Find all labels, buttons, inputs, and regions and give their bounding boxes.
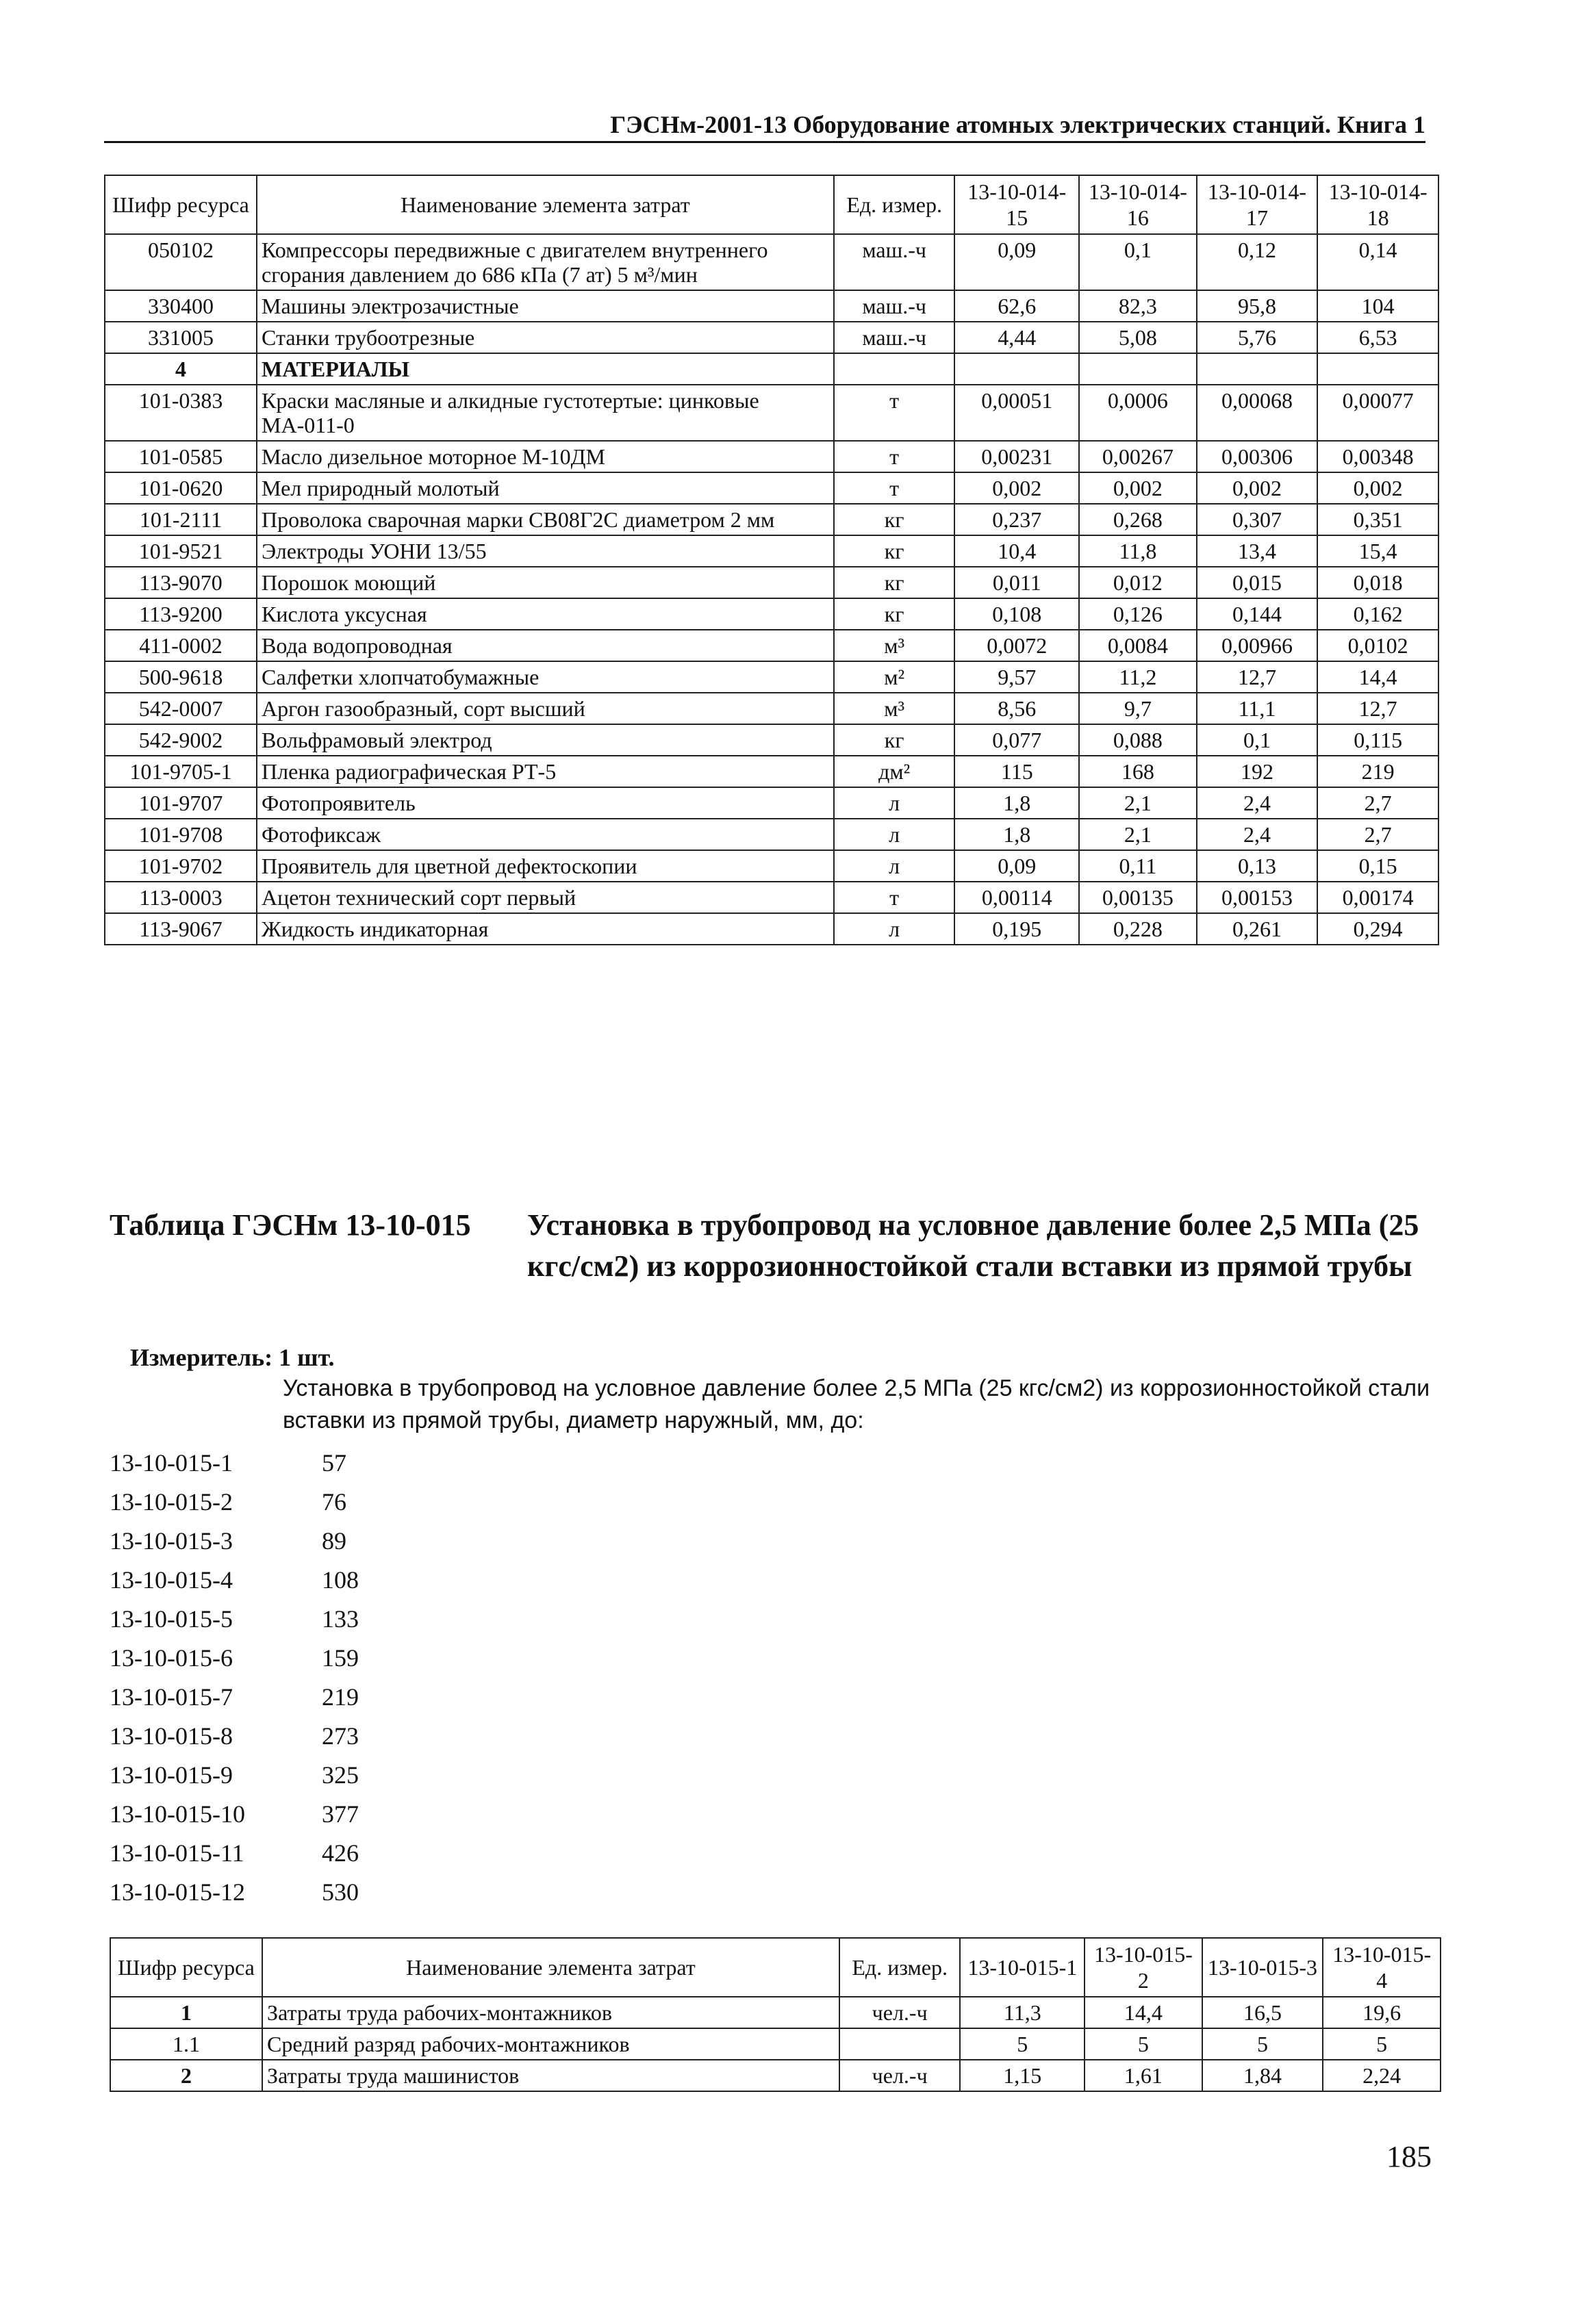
variant-code: 13-10-015-10: [110, 1800, 245, 1828]
variant-code: 13-10-015-8: [110, 1722, 233, 1750]
cell-unit: кг: [834, 567, 955, 598]
cell-unit: чел.-ч: [839, 2060, 961, 2091]
cell-v4: 2,24: [1323, 2060, 1441, 2091]
cell-unit: л: [834, 819, 955, 850]
cell-name: Мел природный молотый: [257, 472, 834, 504]
variant-code: 13-10-015-6: [110, 1644, 233, 1672]
cell-v1: 0,00051: [954, 385, 1079, 441]
cell-v1: 0,00231: [954, 441, 1079, 472]
cell-unit: л: [834, 850, 955, 882]
cell-v1: 0,077: [954, 724, 1079, 756]
cell-v1: 5: [960, 2028, 1085, 2060]
table-row: [105, 472, 1438, 504]
column-header: 13-10-015-4: [1323, 1938, 1441, 1997]
table-title: Установка в трубопровод на условное давление более 2,5 МПа (25 кгс/см2) из коррозионностойкой стали вставки из прямой трубы: [527, 1208, 1419, 1283]
cell-v4: 0,14: [1317, 234, 1438, 290]
cell-v4: 0,002: [1317, 472, 1438, 504]
cell-name: Компрессоры передвижные с двигателем внутреннего сгорания давлением до 686 кПа (7 ат) 5 м³/мин: [257, 234, 834, 290]
table-row: [105, 567, 1438, 598]
cell-unit: м³: [834, 630, 955, 661]
variant-diameter: 159: [322, 1644, 359, 1672]
cell-name: Аргон газообразный, сорт высший: [257, 693, 834, 724]
cell-v2: 0,00267: [1079, 441, 1197, 472]
cell-code: 2: [110, 2060, 262, 2091]
cell-v4: 0,00348: [1317, 441, 1438, 472]
cell-name: Пленка радиографическая РТ-5: [257, 756, 834, 787]
table-row: [110, 2028, 1441, 2060]
cell-v3: 0,1: [1197, 724, 1318, 756]
cell-v3: 5: [1202, 2028, 1323, 2060]
variant-item: [110, 1872, 359, 1911]
cell-v1: 115: [954, 756, 1079, 787]
cell-v1: 1,8: [954, 787, 1079, 819]
cell-v2: 82,3: [1079, 290, 1197, 322]
variant-item: [110, 1560, 359, 1599]
table-row: [105, 693, 1438, 724]
variant-item: [110, 1443, 359, 1482]
cell-code: 101-0585: [105, 441, 257, 472]
cell-v2: 1,61: [1085, 2060, 1202, 2091]
column-header: 13-10-014-15: [954, 175, 1079, 234]
cell-unit: л: [834, 913, 955, 945]
variant-item: [110, 1599, 359, 1638]
cell-unit: т: [834, 882, 955, 913]
cell-code: 542-0007: [105, 693, 257, 724]
variant-item: [110, 1794, 359, 1833]
variant-code: 13-10-015-12: [110, 1878, 245, 1906]
column-header: Шифр ресурса: [110, 1938, 262, 1997]
cell-v4: 5: [1323, 2028, 1441, 2060]
column-header: Ед. измер.: [839, 1938, 961, 1997]
cell-v3: 0,00068: [1197, 385, 1318, 441]
cell-v1: 0,00114: [954, 882, 1079, 913]
table-row: [105, 756, 1438, 787]
variant-code: 13-10-015-9: [110, 1761, 233, 1789]
cell-v3: 5,76: [1197, 322, 1318, 353]
cell-v2: 0,0084: [1079, 630, 1197, 661]
cell-v1: 10,4: [954, 535, 1079, 567]
cell-unit: дм²: [834, 756, 955, 787]
table-row: [110, 1997, 1441, 2028]
cell-v1: 1,15: [960, 2060, 1085, 2091]
running-header: ГЭСНм-2001-13 Оборудование атомных электрических станций. Книга 1: [104, 110, 1425, 143]
cell-code: 050102: [105, 234, 257, 290]
column-header: Шифр ресурса: [105, 175, 257, 234]
variant-diameter: 377: [322, 1800, 359, 1828]
cell-unit: кг: [834, 598, 955, 630]
cell-v3: 11,1: [1197, 693, 1318, 724]
cell-name: Кислота уксусная: [257, 598, 834, 630]
cell-name: МАТЕРИАЛЫ: [257, 353, 834, 385]
cell-code: 331005: [105, 322, 257, 353]
cell-v2: 5,08: [1079, 322, 1197, 353]
cell-v1: 0,237: [954, 504, 1079, 535]
cell-v3: 0,00966: [1197, 630, 1318, 661]
variant-item: [110, 1677, 359, 1716]
cell-code: 101-9707: [105, 787, 257, 819]
cell-name: Ацетон технический сорт первый: [257, 882, 834, 913]
cell-v3: 0,00153: [1197, 882, 1318, 913]
cell-v4: 219: [1317, 756, 1438, 787]
table-row: [105, 598, 1438, 630]
variant-code: 13-10-015-3: [110, 1527, 233, 1555]
cell-v1: 8,56: [954, 693, 1079, 724]
cell-unit: кг: [834, 504, 955, 535]
cell-name: Электроды УОНИ 13/55: [257, 535, 834, 567]
cell-v1: 1,8: [954, 819, 1079, 850]
cell-code: 1: [110, 1997, 262, 2028]
cell-v2: 2,1: [1079, 819, 1197, 850]
table-body: [110, 1997, 1441, 2091]
cell-name: Краски масляные и алкидные густотертые: цинковые МА-011-0: [257, 385, 834, 441]
column-header: 13-10-014-16: [1079, 175, 1197, 234]
cell-name: Фотопроявитель: [257, 787, 834, 819]
cell-name: Вольфрамовый электрод: [257, 724, 834, 756]
table-heading: [110, 1205, 1451, 1287]
cell-v4: 14,4: [1317, 661, 1438, 693]
table-row: [105, 661, 1438, 693]
measure-unit: Измеритель: 1 шт.: [130, 1344, 335, 1371]
cell-v2: 11,8: [1079, 535, 1197, 567]
cell-v3: 0,144: [1197, 598, 1318, 630]
cell-name: Машины электрозачистные: [257, 290, 834, 322]
cell-v1: 0,195: [954, 913, 1079, 945]
table-label: Таблица ГЭСНм 13-10-015: [110, 1208, 471, 1242]
variant-item: [110, 1521, 359, 1560]
cell-v1: 0,09: [954, 234, 1079, 290]
cell-v2: 0,126: [1079, 598, 1197, 630]
column-header: 13-10-015-1: [960, 1938, 1085, 1997]
cell-v2: 0,11: [1079, 850, 1197, 882]
cell-name: Фотофиксаж: [257, 819, 834, 850]
cell-code: 101-9708: [105, 819, 257, 850]
cell-code: 113-0003: [105, 882, 257, 913]
cell-v3: 1,84: [1202, 2060, 1323, 2091]
cell-name: Проявитель для цветной дефектоскопии: [257, 850, 834, 882]
cell-v1: 0,002: [954, 472, 1079, 504]
cell-code: 542-9002: [105, 724, 257, 756]
cell-v3: 13,4: [1197, 535, 1318, 567]
cell-unit: т: [834, 441, 955, 472]
column-header: 13-10-014-18: [1317, 175, 1438, 234]
table-row: [105, 322, 1438, 353]
variant-diameter: 530: [322, 1878, 359, 1906]
resource-table-014: [104, 175, 1439, 945]
cell-v2: 0,1: [1079, 234, 1197, 290]
table-row: [105, 819, 1438, 850]
table-row: [105, 724, 1438, 756]
cell-v4: 0,00077: [1317, 385, 1438, 441]
table-row: [105, 787, 1438, 819]
cell-unit: т: [834, 472, 955, 504]
cell-unit: кг: [834, 535, 955, 567]
variant-diameter: 76: [322, 1487, 346, 1516]
cell-v4: 19,6: [1323, 1997, 1441, 2028]
cell-v3: 95,8: [1197, 290, 1318, 322]
work-description: Установка в трубопровод на условное давление более 2,5 МПа (25 кгс/см2) из коррозионностойкой стали вставки из прямой трубы, диаметр наружный, мм, до:: [283, 1375, 1430, 1433]
variant-diameter: 108: [322, 1566, 359, 1594]
cell-v2: 0,00135: [1079, 882, 1197, 913]
cell-v3: 0,12: [1197, 234, 1318, 290]
variant-item: [110, 1755, 359, 1794]
cell-code: 113-9070: [105, 567, 257, 598]
cell-v2: 9,7: [1079, 693, 1197, 724]
cell-code: 101-9521: [105, 535, 257, 567]
cell-v4: 0,294: [1317, 913, 1438, 945]
variant-diameter: 57: [322, 1448, 346, 1477]
cell-code: 1.1: [110, 2028, 262, 2060]
cell-v1: 9,57: [954, 661, 1079, 693]
cell-unit: чел.-ч: [839, 1997, 961, 2028]
variant-item: [110, 1716, 359, 1755]
cell-unit: [839, 2028, 961, 2060]
cell-v4: 12,7: [1317, 693, 1438, 724]
cell-code: 101-0620: [105, 472, 257, 504]
cell-v3: 2,4: [1197, 787, 1318, 819]
variant-code: 13-10-015-2: [110, 1487, 233, 1516]
cell-v4: 0,0102: [1317, 630, 1438, 661]
table-row: [105, 882, 1438, 913]
cell-name: Средний разряд рабочих-монтажников: [262, 2028, 839, 2060]
table-row: [105, 913, 1438, 945]
cell-v3: 0,00306: [1197, 441, 1318, 472]
cell-v2: 14,4: [1085, 1997, 1202, 2028]
cell-unit: маш.-ч: [834, 290, 955, 322]
cell-v2: 0,012: [1079, 567, 1197, 598]
cell-v4: 15,4: [1317, 535, 1438, 567]
table-row: [105, 535, 1438, 567]
variant-item: [110, 1638, 359, 1677]
cell-code: 330400: [105, 290, 257, 322]
cell-unit: маш.-ч: [834, 234, 955, 290]
cell-unit: т: [834, 385, 955, 441]
cell-v2: 168: [1079, 756, 1197, 787]
cell-v2: 2,1: [1079, 787, 1197, 819]
variant-diameter: 273: [322, 1722, 359, 1750]
variant-diameter: 426: [322, 1839, 359, 1867]
cell-v1: [954, 353, 1079, 385]
cell-name: Жидкость индикаторная: [257, 913, 834, 945]
cell-name: Проволока сварочная марки СВ08Г2С диаметром 2 мм: [257, 504, 834, 535]
variant-item: [110, 1833, 359, 1872]
variant-code: 13-10-015-11: [110, 1839, 244, 1867]
page-number: 185: [1386, 2140, 1432, 2173]
cell-v3: 2,4: [1197, 819, 1318, 850]
cell-v2: 0,002: [1079, 472, 1197, 504]
cell-code: 101-0383: [105, 385, 257, 441]
cell-v3: 0,002: [1197, 472, 1318, 504]
cell-unit: м²: [834, 661, 955, 693]
cell-v4: 0,00174: [1317, 882, 1438, 913]
cell-v4: 0,351: [1317, 504, 1438, 535]
cell-name: Порошок моющий: [257, 567, 834, 598]
variant-diameter: 133: [322, 1605, 359, 1633]
cell-v1: 11,3: [960, 1997, 1085, 2028]
cell-code: 113-9200: [105, 598, 257, 630]
table-row: [105, 353, 1438, 385]
cell-v2: 0,228: [1079, 913, 1197, 945]
cell-v3: 0,015: [1197, 567, 1318, 598]
variant-diameter: 219: [322, 1683, 359, 1711]
cell-name: Затраты труда рабочих-монтажников: [262, 1997, 839, 2028]
cell-code: 101-9702: [105, 850, 257, 882]
variant-code: 13-10-015-5: [110, 1605, 233, 1633]
cell-code: 113-9067: [105, 913, 257, 945]
cell-v4: 2,7: [1317, 819, 1438, 850]
cell-v4: 0,115: [1317, 724, 1438, 756]
cell-v1: 4,44: [954, 322, 1079, 353]
column-header: 13-10-014-17: [1197, 175, 1318, 234]
cell-v3: 0,307: [1197, 504, 1318, 535]
cell-name: Затраты труда машинистов: [262, 2060, 839, 2091]
cell-unit: м³: [834, 693, 955, 724]
cell-name: Вода водопроводная: [257, 630, 834, 661]
table-body: [105, 234, 1438, 945]
cell-name: Масло дизельное моторное М-10ДМ: [257, 441, 834, 472]
variant-code: 13-10-015-4: [110, 1566, 233, 1594]
cell-code: 500-9618: [105, 661, 257, 693]
cell-v4: 0,15: [1317, 850, 1438, 882]
variant-list: [110, 1443, 359, 1911]
cell-code: 101-2111: [105, 504, 257, 535]
cell-unit: л: [834, 787, 955, 819]
cell-v1: 0,108: [954, 598, 1079, 630]
cell-v1: 62,6: [954, 290, 1079, 322]
cell-v2: 0,268: [1079, 504, 1197, 535]
cell-v2: [1079, 353, 1197, 385]
cell-code: 411-0002: [105, 630, 257, 661]
column-header: 13-10-015-3: [1202, 1938, 1323, 1997]
cell-unit: кг: [834, 724, 955, 756]
variant-diameter: 89: [322, 1527, 346, 1555]
column-header: Ед. измер.: [834, 175, 955, 234]
table-row: [105, 290, 1438, 322]
cell-v2: 0,0006: [1079, 385, 1197, 441]
column-header: Наименование элемента затрат: [257, 175, 834, 234]
cell-v4: 0,162: [1317, 598, 1438, 630]
cell-v4: 104: [1317, 290, 1438, 322]
cell-v1: 0,09: [954, 850, 1079, 882]
table-row: [105, 630, 1438, 661]
variant-diameter: 325: [322, 1761, 359, 1789]
column-header: Наименование элемента затрат: [262, 1938, 839, 1997]
table-row: [105, 385, 1438, 441]
table-row: [105, 504, 1438, 535]
cell-v3: 16,5: [1202, 1997, 1323, 2028]
cell-unit: [834, 353, 955, 385]
table-row: [110, 2060, 1441, 2091]
cell-v4: 0,018: [1317, 567, 1438, 598]
resource-table-015: [110, 1937, 1441, 2092]
table-row: [105, 441, 1438, 472]
cell-v1: 0,011: [954, 567, 1079, 598]
cell-v2: 0,088: [1079, 724, 1197, 756]
cell-v1: 0,0072: [954, 630, 1079, 661]
cell-v2: 5: [1085, 2028, 1202, 2060]
cell-v3: 192: [1197, 756, 1318, 787]
variant-item: [110, 1482, 359, 1521]
cell-v4: [1317, 353, 1438, 385]
table-row: [105, 850, 1438, 882]
cell-v3: 0,13: [1197, 850, 1318, 882]
variant-code: 13-10-015-1: [110, 1448, 233, 1477]
variant-code: 13-10-015-7: [110, 1683, 233, 1711]
cell-v3: [1197, 353, 1318, 385]
cell-v3: 0,261: [1197, 913, 1318, 945]
column-header: 13-10-015-2: [1085, 1938, 1202, 1997]
cell-code: 101-9705-1: [105, 756, 257, 787]
cell-name: Станки трубоотрезные: [257, 322, 834, 353]
cell-unit: маш.-ч: [834, 322, 955, 353]
cell-code: 4: [105, 353, 257, 385]
cell-name: Салфетки хлопчатобумажные: [257, 661, 834, 693]
cell-v4: 6,53: [1317, 322, 1438, 353]
cell-v2: 11,2: [1079, 661, 1197, 693]
cell-v4: 2,7: [1317, 787, 1438, 819]
cell-v3: 12,7: [1197, 661, 1318, 693]
table-row: [105, 234, 1438, 290]
